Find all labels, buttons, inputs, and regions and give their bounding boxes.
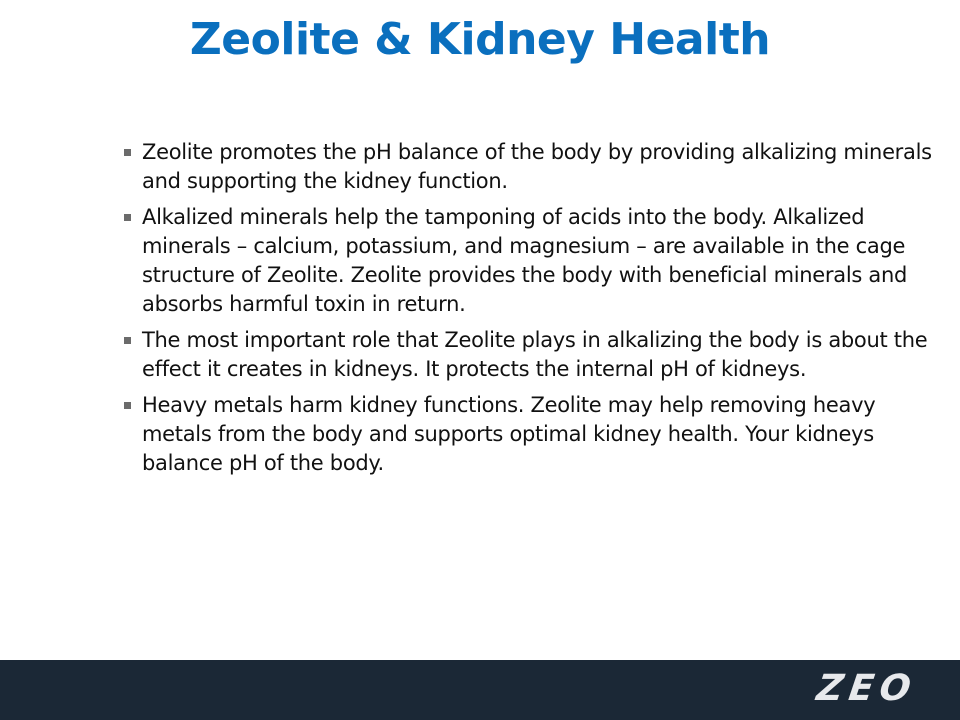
square-bullet-icon [124,402,131,409]
slide-title: Zeolite & Kidney Health [189,14,771,65]
bullet-item [120,138,950,196]
bullet-text: Heavy metals harm kidney functions. Zeolite may help removing heavy metals from the body and supports optimal kidney health. Your kidneys balance pH of the body. [142,393,876,475]
zeo-logo: ZEO [813,668,919,709]
bullet-item [120,326,950,384]
bullet-item [120,391,950,478]
square-bullet-icon [124,214,131,221]
footer-bar [0,660,960,720]
bullet-item [120,203,950,319]
bullet-list [120,138,950,485]
bullet-text: Zeolite promotes the pH balance of the body by providing alkalizing minerals and supporting the kidney function. [142,140,932,193]
bullet-text: Alkalized minerals help the tamponing of acids into the body. Alkalized minerals – calcium, potassium, and magnesium – are available in the cage structure of Zeolite. Zeolite provides the body with beneficial minerals and absorbs harmful toxin in return. [142,205,907,316]
square-bullet-icon [124,337,131,344]
square-bullet-icon [124,149,131,156]
bullet-text: The most important role that Zeolite plays in alkalizing the body is about the effect it creates in kidneys. It protects the internal pH of kidneys. [142,328,928,381]
